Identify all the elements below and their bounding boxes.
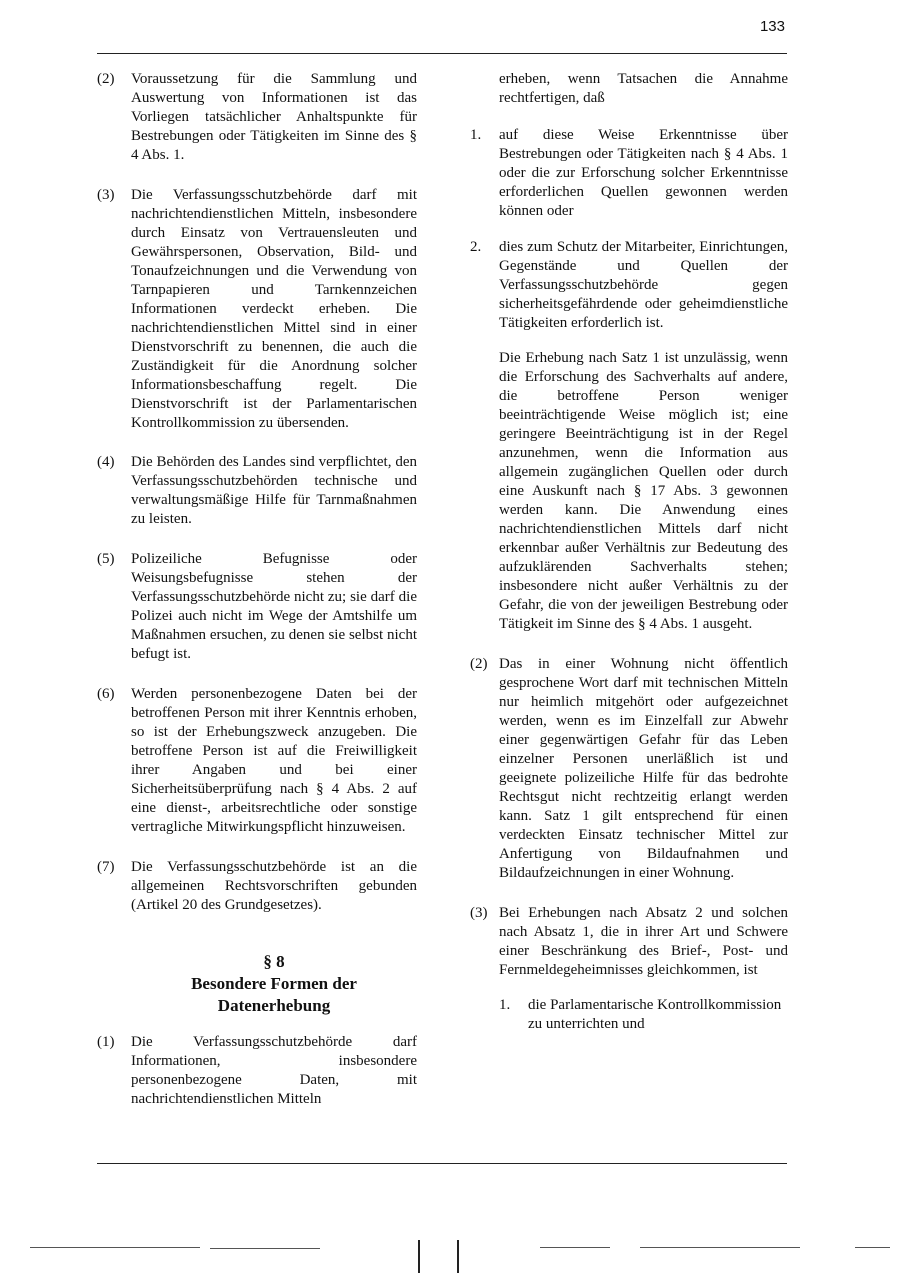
scan-mark [418,1240,420,1273]
paragraph-number: (3) [97,187,115,203]
paragraph-text: Die Verfassungsschutzbehörde ist an die allgemeinen Rechtsvorschriften gebunden (Artikel 20 des Grundgesetzes). [131,859,417,913]
section-title-line-1: Besondere Formen der [191,974,357,993]
paragraph-8-2 [470,655,788,883]
paragraph-text: Das in einer Wohnung nicht öffentlich gesprochene Wort darf mit technischen Mitteln nur heimlich mitgehört oder aufgezeichnet werden, wenn es im Einzelfall zur Abwehr einer gegenwärtigen Gefahr für das Leben einzelner Personen unerläßlich ist und geeignete polizeiliche Hilfe für das bedrohte Rechtsgut nicht rechtzeitig erlangt werden kann. Satz 1 gilt entsprechend für einen verdeckten Einsatz technischer Mittel zur Anfertigung von Bildaufnahmen und Bildaufzeichnungen in einer Wohnung. [499,656,788,881]
list-text: auf diese Weise Erkenntnisse über Bestrebungen oder Tätigkeiten nach § 4 Abs. 1 oder die zur Erforschung solcher Erkenntnisse erforderlichen Quellen gewonnen werden können oder [499,127,788,219]
paragraph-text: Die Behörden des Landes sind verpflichtet, den Verfassungsschutzbehörden technische und verwaltungsmäßige Hilfe für Tarnmaßnahmen zu leisten. [131,454,417,527]
paragraph-7-6 [97,685,417,837]
paragraph-continuation: erheben, wenn Tatsachen die Annahme rechtfertigen, daß [499,71,788,106]
list-number: 1. [470,127,482,143]
paragraph-number: (4) [97,454,115,470]
section-number: § 8 [263,952,285,971]
list-text: dies zum Schutz der Mitarbeiter, Einrichtungen, Gegenstände und Quellen der Verfassungsschutzbehörde gegen sicherheitsgefährdende oder geheimdienstliche Tätigkeiten erforderlich ist. [499,239,788,331]
paragraph-number: (5) [97,551,115,567]
footer-rule [97,1163,787,1164]
paragraph-number: (1) [97,1034,115,1050]
paragraph-7-5 [97,550,417,664]
list-item-1 [470,126,788,221]
scan-artifacts [0,1243,900,1273]
list-item-3-1 [499,996,788,1034]
paragraph-text: Die Verfassungsschutzbehörde darf Informationen, insbesondere personenbezogene Daten, mit nachrichtendienstlichen Mitteln [131,1034,417,1107]
section-title-line-2: Datenerhebung [217,996,331,1015]
header-rule [97,53,787,54]
paragraph-8-1 [97,1033,417,1109]
paragraph-after-list: Die Erhebung nach Satz 1 ist unzulässig, wenn die Erforschung des Sachverhalts auf andere, die betroffene Person weniger beeinträchtigende Weise möglich ist; eine geringere Beeinträchtigung ist in der Regel anzunehmen, wenn die Information aus allgemein zugänglichen Quellen oder durch eine Auskunft nach § 17 Abs. 3 gewonnen werden kann. Die Anwendung eines nachrichtendienstlichen Mittels darf nicht erkennbar außer Verhältnis zur Bedeutung des aufzuklärenden Sachverhalts stehen; insbesondere nicht außer Verhältnis zu der Gefahr, die von der jeweiligen Bestrebung oder Tätigkeit im Sinne des § 4 Abs. 1 ausgeht. [499,350,788,632]
section-heading [131,951,417,1017]
paragraph-7-3 [97,186,417,433]
right-column [470,70,788,1034]
paragraph-text: Voraussetzung für die Sammlung und Auswertung von Informationen ist das Vorliegen tatsächlicher Anhaltspunkte für Bestrebungen oder Tätigkeiten im Sinne des § 4 Abs. 1. [131,71,417,163]
paragraph-text: Werden personenbezogene Daten bei der betroffenen Person mit ihrer Kenntnis erhoben, so ist der Erhebungszweck anzugeben. Die betroffene Person ist auf die Freiwilligkeit ihrer Angaben und bei einer Sicherheitsüberprüfung nach § 4 Abs. 2 auf eine dienst-, arbeitsrechtliche oder sonstige vertragliche Mitwirkungspflicht hinzuweisen. [131,686,417,835]
paragraph-text: Bei Erhebungen nach Absatz 2 und solchen nach Absatz 1, die in ihrer Art und Schwere einer Beschränkung des Brief-, Post- und Fernmeldegeheimnisses gleichkommen, ist [499,905,788,978]
paragraph-number: (3) [470,905,488,921]
paragraph-7-4 [97,453,417,529]
paragraph-number: (6) [97,686,115,702]
paragraph-number: (2) [97,71,115,87]
left-column [97,70,417,1109]
scan-mark [855,1247,890,1248]
scan-mark [457,1240,459,1273]
paragraph-number: (2) [470,656,488,672]
paragraph-7-7 [97,858,417,915]
list-number: 1. [499,997,511,1013]
paragraph-number: (7) [97,859,115,875]
paragraph-text: Polizeiliche Befugnisse oder Weisungsbefugnisse stehen der Verfassungsschutzbehörde nicht zu; sie darf die Polizei auch nicht im Wege der Amtshilfe um Maßnahmen ersuchen, zu denen sie selbst nicht befugt ist. [131,551,417,662]
scan-mark [210,1248,320,1249]
paragraph-7-2 [97,70,417,165]
list-item-2 [470,238,788,333]
scan-mark [640,1247,800,1248]
list-number: 2. [470,239,482,255]
page-number: 133 [759,18,785,35]
paragraph-text: Die Verfassungsschutzbehörde darf mit nachrichtendienstlichen Mitteln, insbesondere durch Einsatz von Vertrauensleuten und Gewährspersonen, Observation, Bild- und Tonaufzeichnungen und die Verwendung von Tarnpapieren und Tarnkennzeichen Informationen verdeckt erheben. Die nachrichtendienstlichen Mittel sind in einer Dienstvorschrift zu benennen, die auch die Zuständigkeit für die Anordnung solcher Informationsbeschaffung regelt. Die Dienstvorschrift ist der Parlamentarischen Kontrollkommission zu übersenden. [131,187,417,431]
list-text: die Parlamentarische Kontrollkommission zu unterrichten und [528,997,782,1032]
scan-mark [30,1247,200,1248]
scan-mark [540,1247,610,1248]
paragraph-8-3 [470,904,788,980]
